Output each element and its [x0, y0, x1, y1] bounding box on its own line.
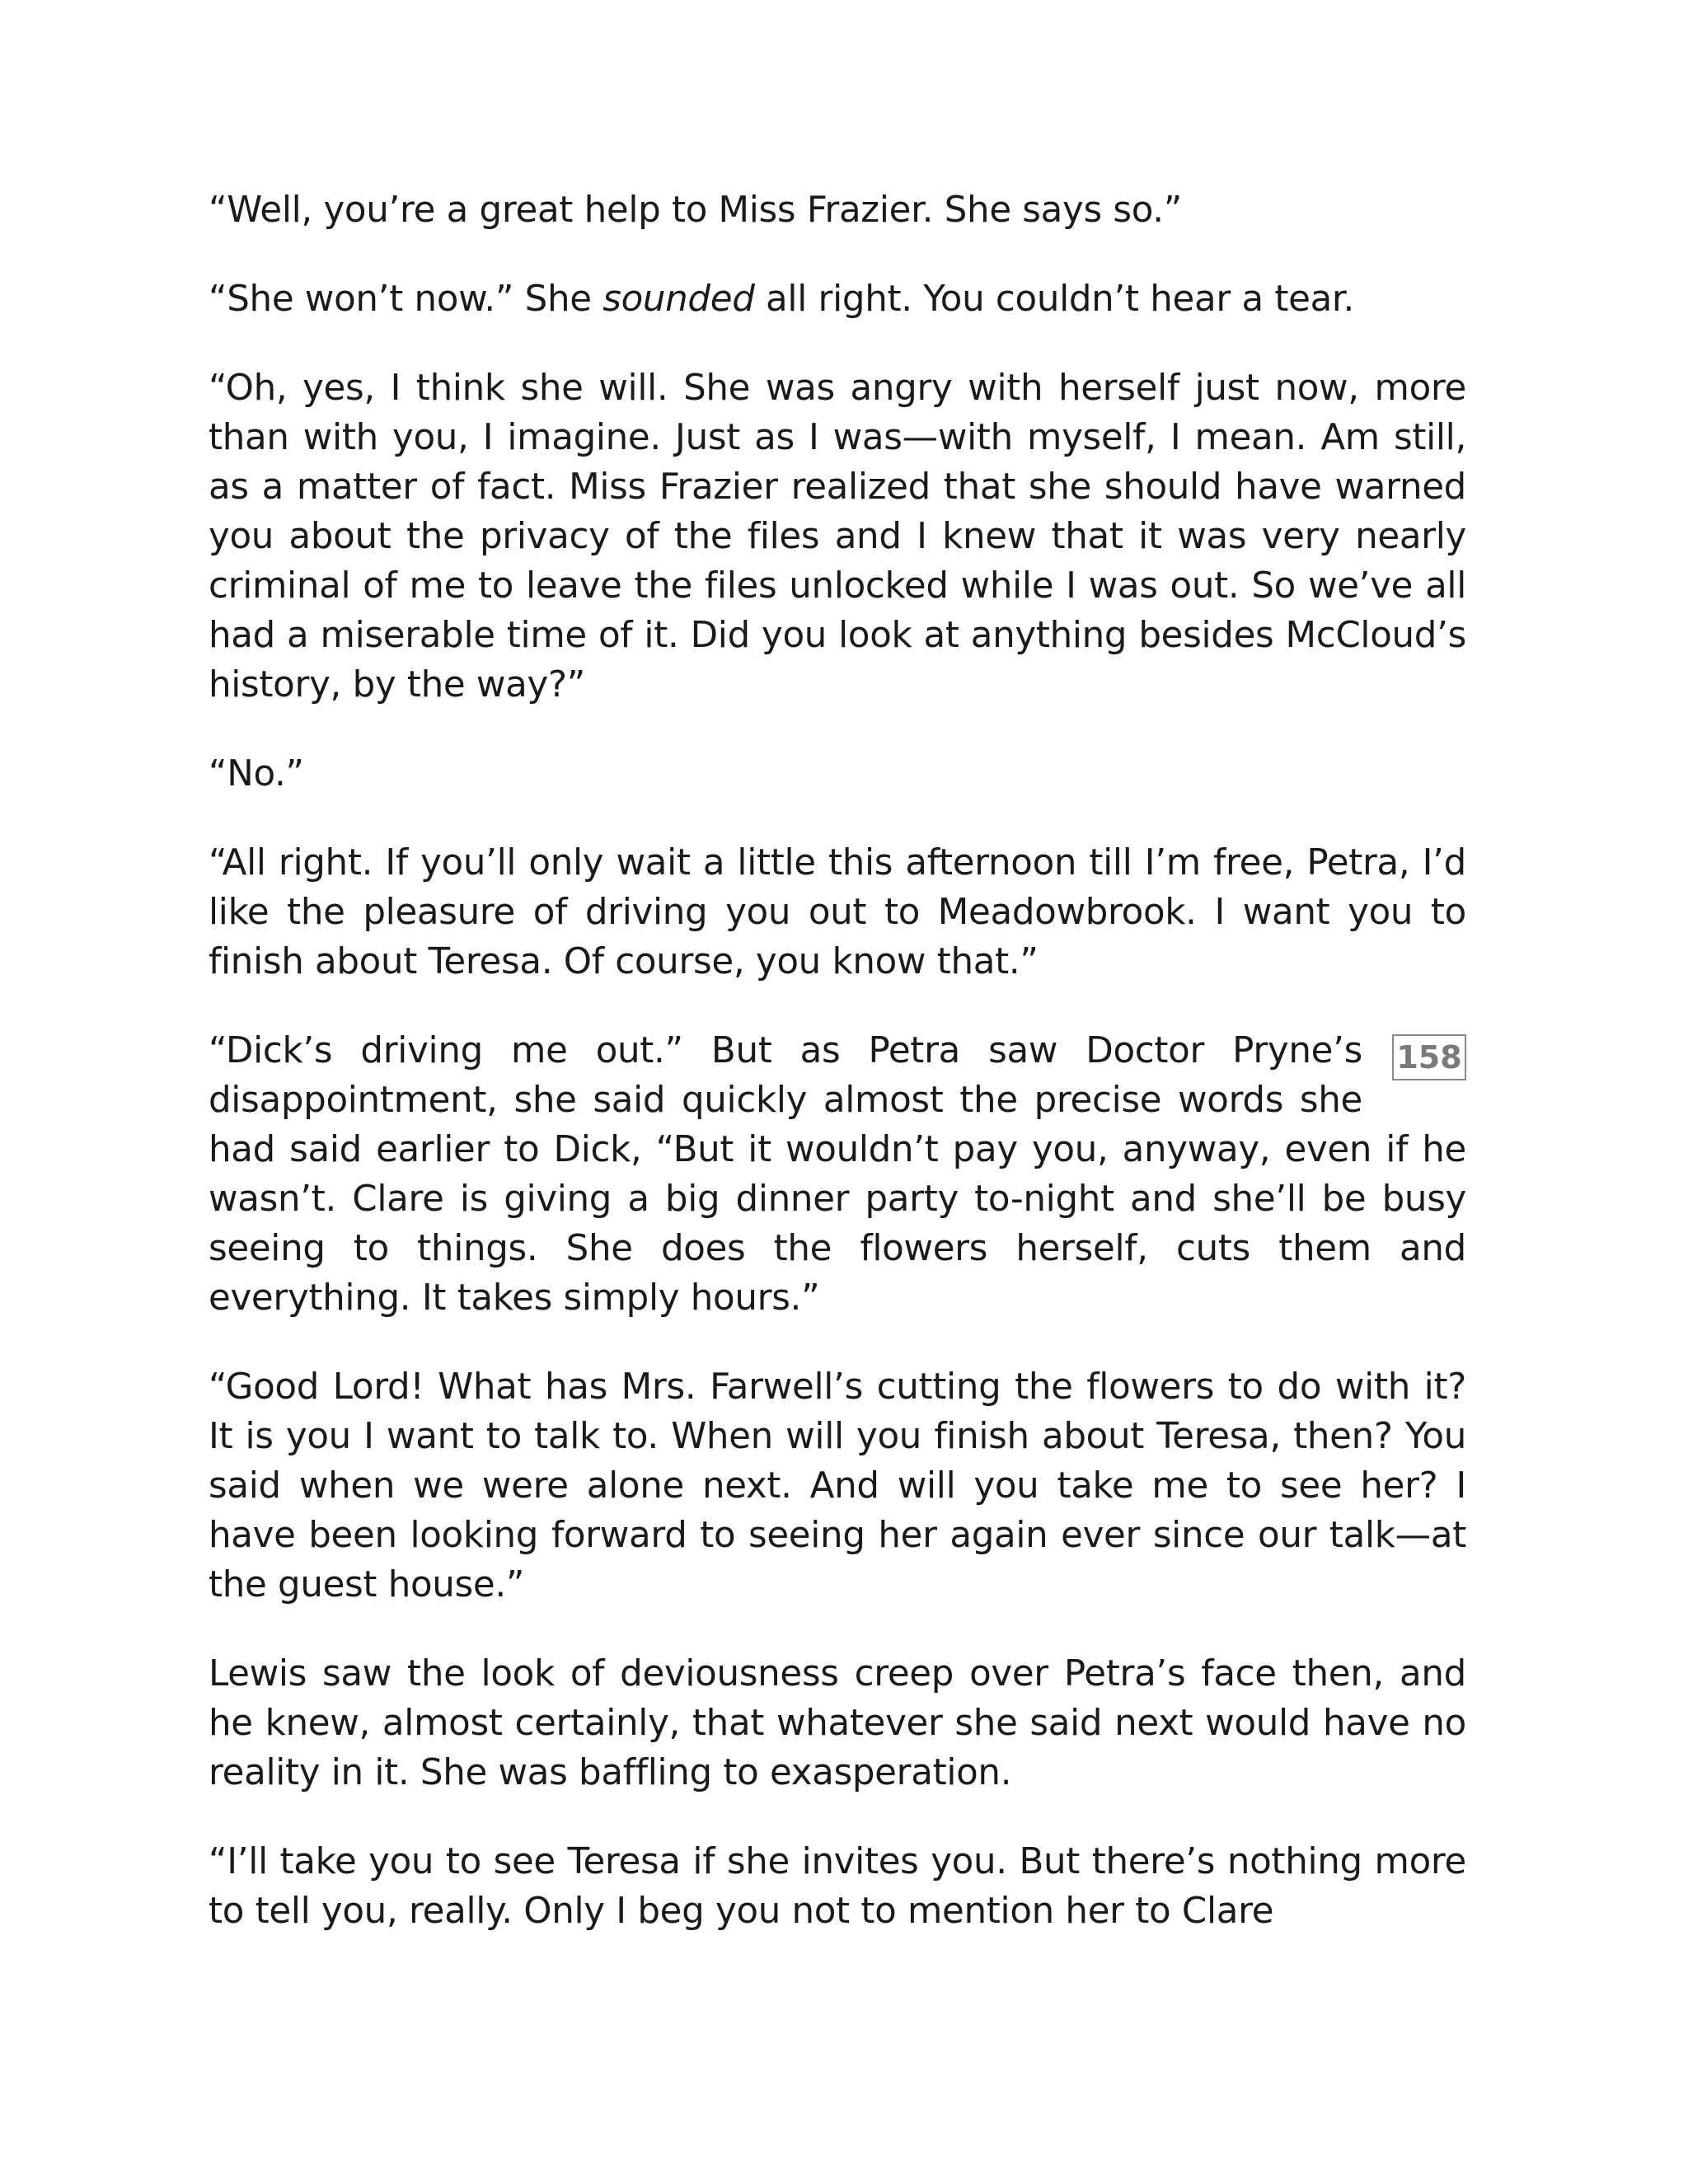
book-page: [209, 185, 1466, 1975]
paragraph-2: [209, 274, 1466, 324]
paragraph-6-text: “Dick’s driving me out.” But as Petra saw Doctor Pryne’s disappointment, she said quickly almost the precise words she had said earlier to Dick, “But it wouldn’t pay you, anyway, even if he wasn’t. Clare is giving a big dinner party to-night and she’ll be busy seeing to things. She does the flowers herself, cuts them and everything. It takes simply hours.”: [209, 1030, 1466, 1319]
paragraph-4: “No.”: [209, 753, 304, 794]
paragraph-2-italic-word: sounded: [603, 279, 755, 320]
paragraph-2-end: all right. You couldn’t hear a tear.: [754, 279, 1355, 320]
page-number-badge: 158: [1392, 1034, 1466, 1080]
paragraph-5: “All right. If you’ll only wait a little this afternoon till I’m free, Petra, I’d like the pleasure of driving you out to Meadowbrook. I want you to finish about Teresa. Of course, you know that.”: [209, 842, 1466, 982]
paragraph-6: [209, 1026, 1466, 1323]
paragraph-3: “Oh, yes, I think she will. She was angry with herself just now, more than with you, I imagine. Just as I was—with myself, I mean. Am still, as a matter of fact. Miss Frazier realized that she should have warned you about the privacy of the files and I knew that it was very nearly criminal of me to leave the files unlocked while I was out. So we’ve all had a miserable time of it. Did you look at anything besides McCloud’s history, by the way?”: [209, 368, 1466, 705]
paragraph-2-start: “She won’t now.” She: [209, 279, 603, 320]
paragraph-1: “Well, you’re a great help to Miss Frazier. She says so.”: [209, 190, 1183, 231]
paragraph-7: “Good Lord! What has Mrs. Farwell’s cutting the flowers to do with it? It is you I want to talk to. When will you finish about Teresa, then? You said when we were alone next. And will you take me to see her? I have been looking forward to seeing her again ever since our talk—at the guest house.”: [209, 1366, 1466, 1605]
paragraph-9: “I’ll take you to see Teresa if she invites you. But there’s nothing more to tell you, really. Only I beg you not to mention her to Clare: [209, 1841, 1466, 1932]
paragraph-8: Lewis saw the look of deviousness creep over Petra’s face then, and he knew, almost certainly, that whatever she said next would have no reality in it. She was baffling to exasperation.: [209, 1653, 1466, 1793]
